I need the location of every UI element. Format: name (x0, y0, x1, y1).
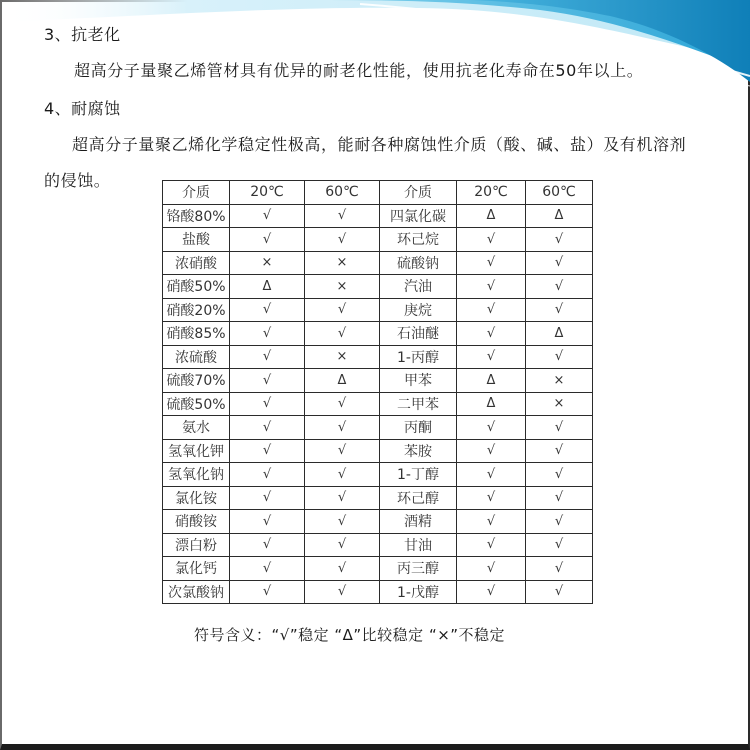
cell-20c-left: × (230, 251, 305, 275)
cell-60c-left: × (305, 251, 380, 275)
cell-medium-left: 浓硝酸 (163, 251, 230, 275)
cell-medium-right: 石油醚 (380, 322, 457, 346)
cell-20c-right: √ (457, 275, 526, 299)
cell-20c-right: √ (457, 463, 526, 487)
cell-20c-left: √ (230, 392, 305, 416)
section-heading-corrosion: 4、耐腐蚀 (44, 99, 121, 118)
header-medium-right: 介质 (380, 181, 457, 205)
header-20c-right: 20℃ (457, 181, 526, 205)
cell-60c-right: Δ (526, 204, 593, 228)
table-row (163, 463, 593, 487)
cell-60c-left: √ (305, 392, 380, 416)
cell-20c-left: √ (230, 510, 305, 534)
cell-60c-right: × (526, 392, 593, 416)
cell-60c-right: √ (526, 439, 593, 463)
cell-20c-left: √ (230, 322, 305, 346)
cell-20c-left: √ (230, 298, 305, 322)
cell-60c-left: √ (305, 533, 380, 557)
header-medium-left: 介质 (163, 181, 230, 205)
table-row (163, 345, 593, 369)
cell-medium-left: 氢氧化钾 (163, 439, 230, 463)
cell-60c-left: √ (305, 580, 380, 604)
cell-20c-left: Δ (230, 275, 305, 299)
cell-60c-right: √ (526, 275, 593, 299)
cell-60c-right: √ (526, 533, 593, 557)
cell-20c-left: √ (230, 486, 305, 510)
table-row (163, 533, 593, 557)
cell-medium-right: 丙酮 (380, 416, 457, 440)
cell-60c-right: √ (526, 228, 593, 252)
cell-medium-left: 硝酸85% (163, 322, 230, 346)
cell-medium-left: 硝酸20% (163, 298, 230, 322)
cell-medium-left: 漂白粉 (163, 533, 230, 557)
cell-medium-right: 庚烷 (380, 298, 457, 322)
cell-60c-left: √ (305, 298, 380, 322)
cell-60c-right: √ (526, 486, 593, 510)
cell-20c-left: √ (230, 463, 305, 487)
cell-20c-left: √ (230, 533, 305, 557)
cell-60c-right: √ (526, 580, 593, 604)
cell-20c-left: √ (230, 557, 305, 581)
cell-20c-right: √ (457, 557, 526, 581)
cell-60c-left: √ (305, 510, 380, 534)
cell-medium-left: 次氯酸钠 (163, 580, 230, 604)
cell-medium-right: 甘油 (380, 533, 457, 557)
cell-20c-right: √ (457, 251, 526, 275)
cell-20c-left: √ (230, 204, 305, 228)
table-row (163, 369, 593, 393)
table-row (163, 322, 593, 346)
table-row (163, 510, 593, 534)
cell-60c-right: √ (526, 416, 593, 440)
cell-20c-right: Δ (457, 392, 526, 416)
cell-medium-left: 氢氧化钠 (163, 463, 230, 487)
cell-60c-left: √ (305, 204, 380, 228)
cell-60c-left: × (305, 345, 380, 369)
cell-60c-left: √ (305, 322, 380, 346)
table-body (163, 204, 593, 604)
table-row (163, 486, 593, 510)
cell-20c-left: √ (230, 416, 305, 440)
cell-60c-left: √ (305, 416, 380, 440)
table-row (163, 298, 593, 322)
table-row (163, 228, 593, 252)
cell-medium-left: 盐酸 (163, 228, 230, 252)
cell-20c-right: Δ (457, 204, 526, 228)
cell-medium-left: 浓硫酸 (163, 345, 230, 369)
table-row (163, 204, 593, 228)
table-header-row (163, 181, 593, 205)
cell-medium-left: 硝酸50% (163, 275, 230, 299)
table-row (163, 439, 593, 463)
cell-20c-left: √ (230, 228, 305, 252)
section-heading-aging: 3、抗老化 (44, 25, 121, 44)
cell-medium-right: 1-丙醇 (380, 345, 457, 369)
cell-medium-right: 二甲苯 (380, 392, 457, 416)
cell-60c-right: √ (526, 298, 593, 322)
cell-medium-left: 硫酸50% (163, 392, 230, 416)
aging-paragraph: 超高分子量聚乙烯管材具有优异的耐老化性能，使用抗老化寿命在50年以上。 (74, 61, 644, 80)
table-row (163, 580, 593, 604)
cell-medium-right: 1-戊醇 (380, 580, 457, 604)
cell-medium-left: 氯化钙 (163, 557, 230, 581)
cell-20c-left: √ (230, 580, 305, 604)
cell-medium-right: 酒精 (380, 510, 457, 534)
header-60c-right: 60℃ (526, 181, 593, 205)
cell-60c-left: √ (305, 228, 380, 252)
cell-20c-right: √ (457, 439, 526, 463)
cell-medium-left: 氨水 (163, 416, 230, 440)
cell-medium-right: 甲苯 (380, 369, 457, 393)
cell-60c-left: × (305, 275, 380, 299)
cell-medium-right: 环己烷 (380, 228, 457, 252)
cell-medium-left: 硫酸70% (163, 369, 230, 393)
cell-60c-right: √ (526, 251, 593, 275)
header-60c-left: 60℃ (305, 181, 380, 205)
cell-medium-right: 环己醇 (380, 486, 457, 510)
cell-medium-left: 硝酸铵 (163, 510, 230, 534)
table-row (163, 251, 593, 275)
table-row (163, 557, 593, 581)
corrosion-paragraph-line2: 的侵蚀。 (44, 171, 111, 190)
table-row (163, 275, 593, 299)
cell-60c-right: √ (526, 557, 593, 581)
cell-20c-right: Δ (457, 369, 526, 393)
cell-60c-right: × (526, 369, 593, 393)
corrosion-paragraph-line1: 超高分子量聚乙烯化学稳定性极高，能耐各种腐蚀性介质（酸、碱、盐）及有机溶剂 (72, 135, 687, 154)
cell-medium-left: 铬酸80% (163, 204, 230, 228)
cell-20c-right: √ (457, 533, 526, 557)
cell-medium-right: 1-丁醇 (380, 463, 457, 487)
cell-20c-right: √ (457, 322, 526, 346)
symbol-legend: 符号含义：“√”稳定 “Δ”比较稳定 “×”不稳定 (194, 626, 506, 644)
cell-60c-left: √ (305, 486, 380, 510)
cell-medium-right: 汽油 (380, 275, 457, 299)
cell-60c-left: √ (305, 439, 380, 463)
table-row (163, 416, 593, 440)
cell-60c-left: √ (305, 463, 380, 487)
table-row (163, 392, 593, 416)
cell-20c-right: √ (457, 416, 526, 440)
cell-medium-left: 氯化铵 (163, 486, 230, 510)
cell-60c-left: Δ (305, 369, 380, 393)
cell-20c-left: √ (230, 369, 305, 393)
cell-20c-right: √ (457, 345, 526, 369)
cell-20c-right: √ (457, 580, 526, 604)
corrosion-resistance-table (162, 180, 593, 604)
cell-20c-right: √ (457, 510, 526, 534)
cell-60c-right: Δ (526, 322, 593, 346)
cell-20c-left: √ (230, 345, 305, 369)
cell-20c-right: √ (457, 298, 526, 322)
cell-60c-right: √ (526, 463, 593, 487)
cell-medium-right: 四氯化碳 (380, 204, 457, 228)
cell-60c-right: √ (526, 345, 593, 369)
cell-20c-right: √ (457, 486, 526, 510)
cell-medium-right: 硫酸钠 (380, 251, 457, 275)
cell-20c-right: √ (457, 228, 526, 252)
cell-20c-left: √ (230, 439, 305, 463)
header-20c-left: 20℃ (230, 181, 305, 205)
cell-medium-right: 苯胺 (380, 439, 457, 463)
cell-60c-left: √ (305, 557, 380, 581)
cell-medium-right: 丙三醇 (380, 557, 457, 581)
cell-60c-right: √ (526, 510, 593, 534)
